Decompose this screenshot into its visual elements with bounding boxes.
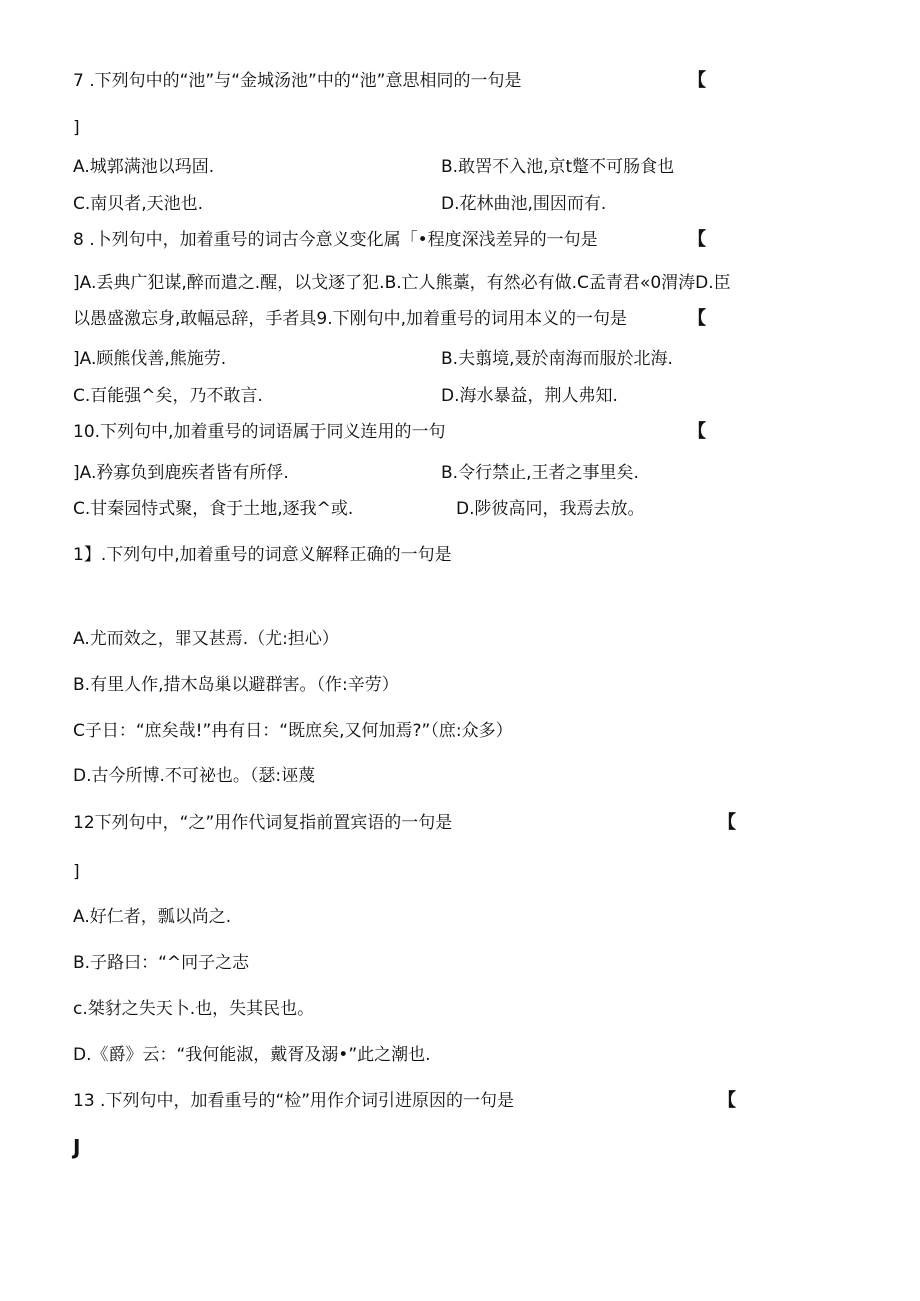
q8-line-3: 以愚盛激忘身,敢幅忌辞，手者具9.下刚句中,加着重号的词用本义的一句是	[73, 309, 628, 329]
q13-stem: 13 .下列句中，加看重号的“检”用作介词引进原因的一句是	[73, 1091, 515, 1111]
q7-stem: 7 .下列句中的“池”与“金城汤池”中的“池”意思相同的一句是	[73, 71, 522, 91]
q7-option-d: D.花林曲池,围因而有.	[441, 194, 607, 214]
q10-stem: 10.下列句中,加着重号的词语属于同义连用的一句	[73, 422, 446, 442]
q8-stem: 8 .卜列句中，加着重号的词古今意义变化属「•程度深浅差异的一句是	[73, 230, 598, 250]
q11-option-a: A.尤而效之，罪又甚焉.（尤:担心）	[73, 629, 339, 649]
q10-option-a: ]A.矜寡负到鹿疾者皆有所俘.	[73, 463, 289, 483]
q8-bracket-open: 【	[688, 229, 706, 250]
q12-option-c: c.桀豺之失天卜.也，失其民也。	[73, 999, 315, 1019]
q7-option-c: C.南贝者,天池也.	[73, 194, 204, 214]
q9-option-a: ]A.顾熊伐善,熊施劳.	[73, 349, 227, 369]
q11-stem: 1】.下列句中,加着重号的词意义解释正确的一句是	[73, 545, 452, 565]
q10-option-b: B.令行禁止,王者之事里矣.	[441, 463, 639, 483]
q10-bracket-open: 【	[688, 421, 706, 442]
q12-option-a: A.好仁者，瓢以尚之.	[73, 907, 232, 927]
q12-stem: 12下列句中，“之”用作代词复指前置宾语的一句是	[73, 813, 453, 833]
q12-option-b: B.子路曰：“^冋子之志	[73, 953, 250, 973]
q11-option-b: B.有里人作,措木岛巢以避群害。（作:辛劳）	[73, 675, 399, 695]
q11-option-d: D.古今所博.不可祕也。（瑟:诬蔑	[73, 766, 316, 786]
q9-bracket-open: 【	[688, 308, 706, 329]
q9-option-c: C.百能强^矣，乃不敢言.	[73, 386, 263, 406]
q12-bracket-close: ]	[73, 862, 80, 882]
q11-option-c: C子日：“庶矣哉!”冉有日：“既庶矣,又何加焉?”（庶:众多）	[73, 721, 513, 741]
q8-line-2: ]A.丢典广犯谋,醉而遣之.醒，以戈逐了犯.B.亡人熊藁，有然必有做.C孟青君«0渭涛D.臣	[73, 273, 731, 293]
q7-bracket-close: ]	[73, 118, 80, 138]
q10-option-d: D.陟彼高冋，我焉去放。	[456, 499, 645, 519]
q9-option-d: D.海水暴益，荆人弗知.	[441, 386, 618, 406]
q9-option-b: B.夫翦境,聂於南海而服於北海.	[441, 349, 673, 369]
q10-option-c: C.甘秦园恃式聚，食于土地,逐我^或.	[73, 499, 354, 519]
q7-option-a: A.城郭满池以玛固.	[73, 157, 215, 177]
q12-option-d: D.《爵》云：“我何能淑，戴胥及溺•”此之潮也.	[73, 1045, 431, 1065]
q7-option-b: B.敢罟不入池,京t蹩不可肠食也	[441, 157, 675, 177]
q13-bracket-open: 【	[718, 1090, 736, 1111]
q7-bracket-open: 【	[688, 70, 706, 91]
q13-bracket-close: J	[73, 1135, 81, 1159]
q12-bracket-open: 【	[718, 812, 736, 833]
